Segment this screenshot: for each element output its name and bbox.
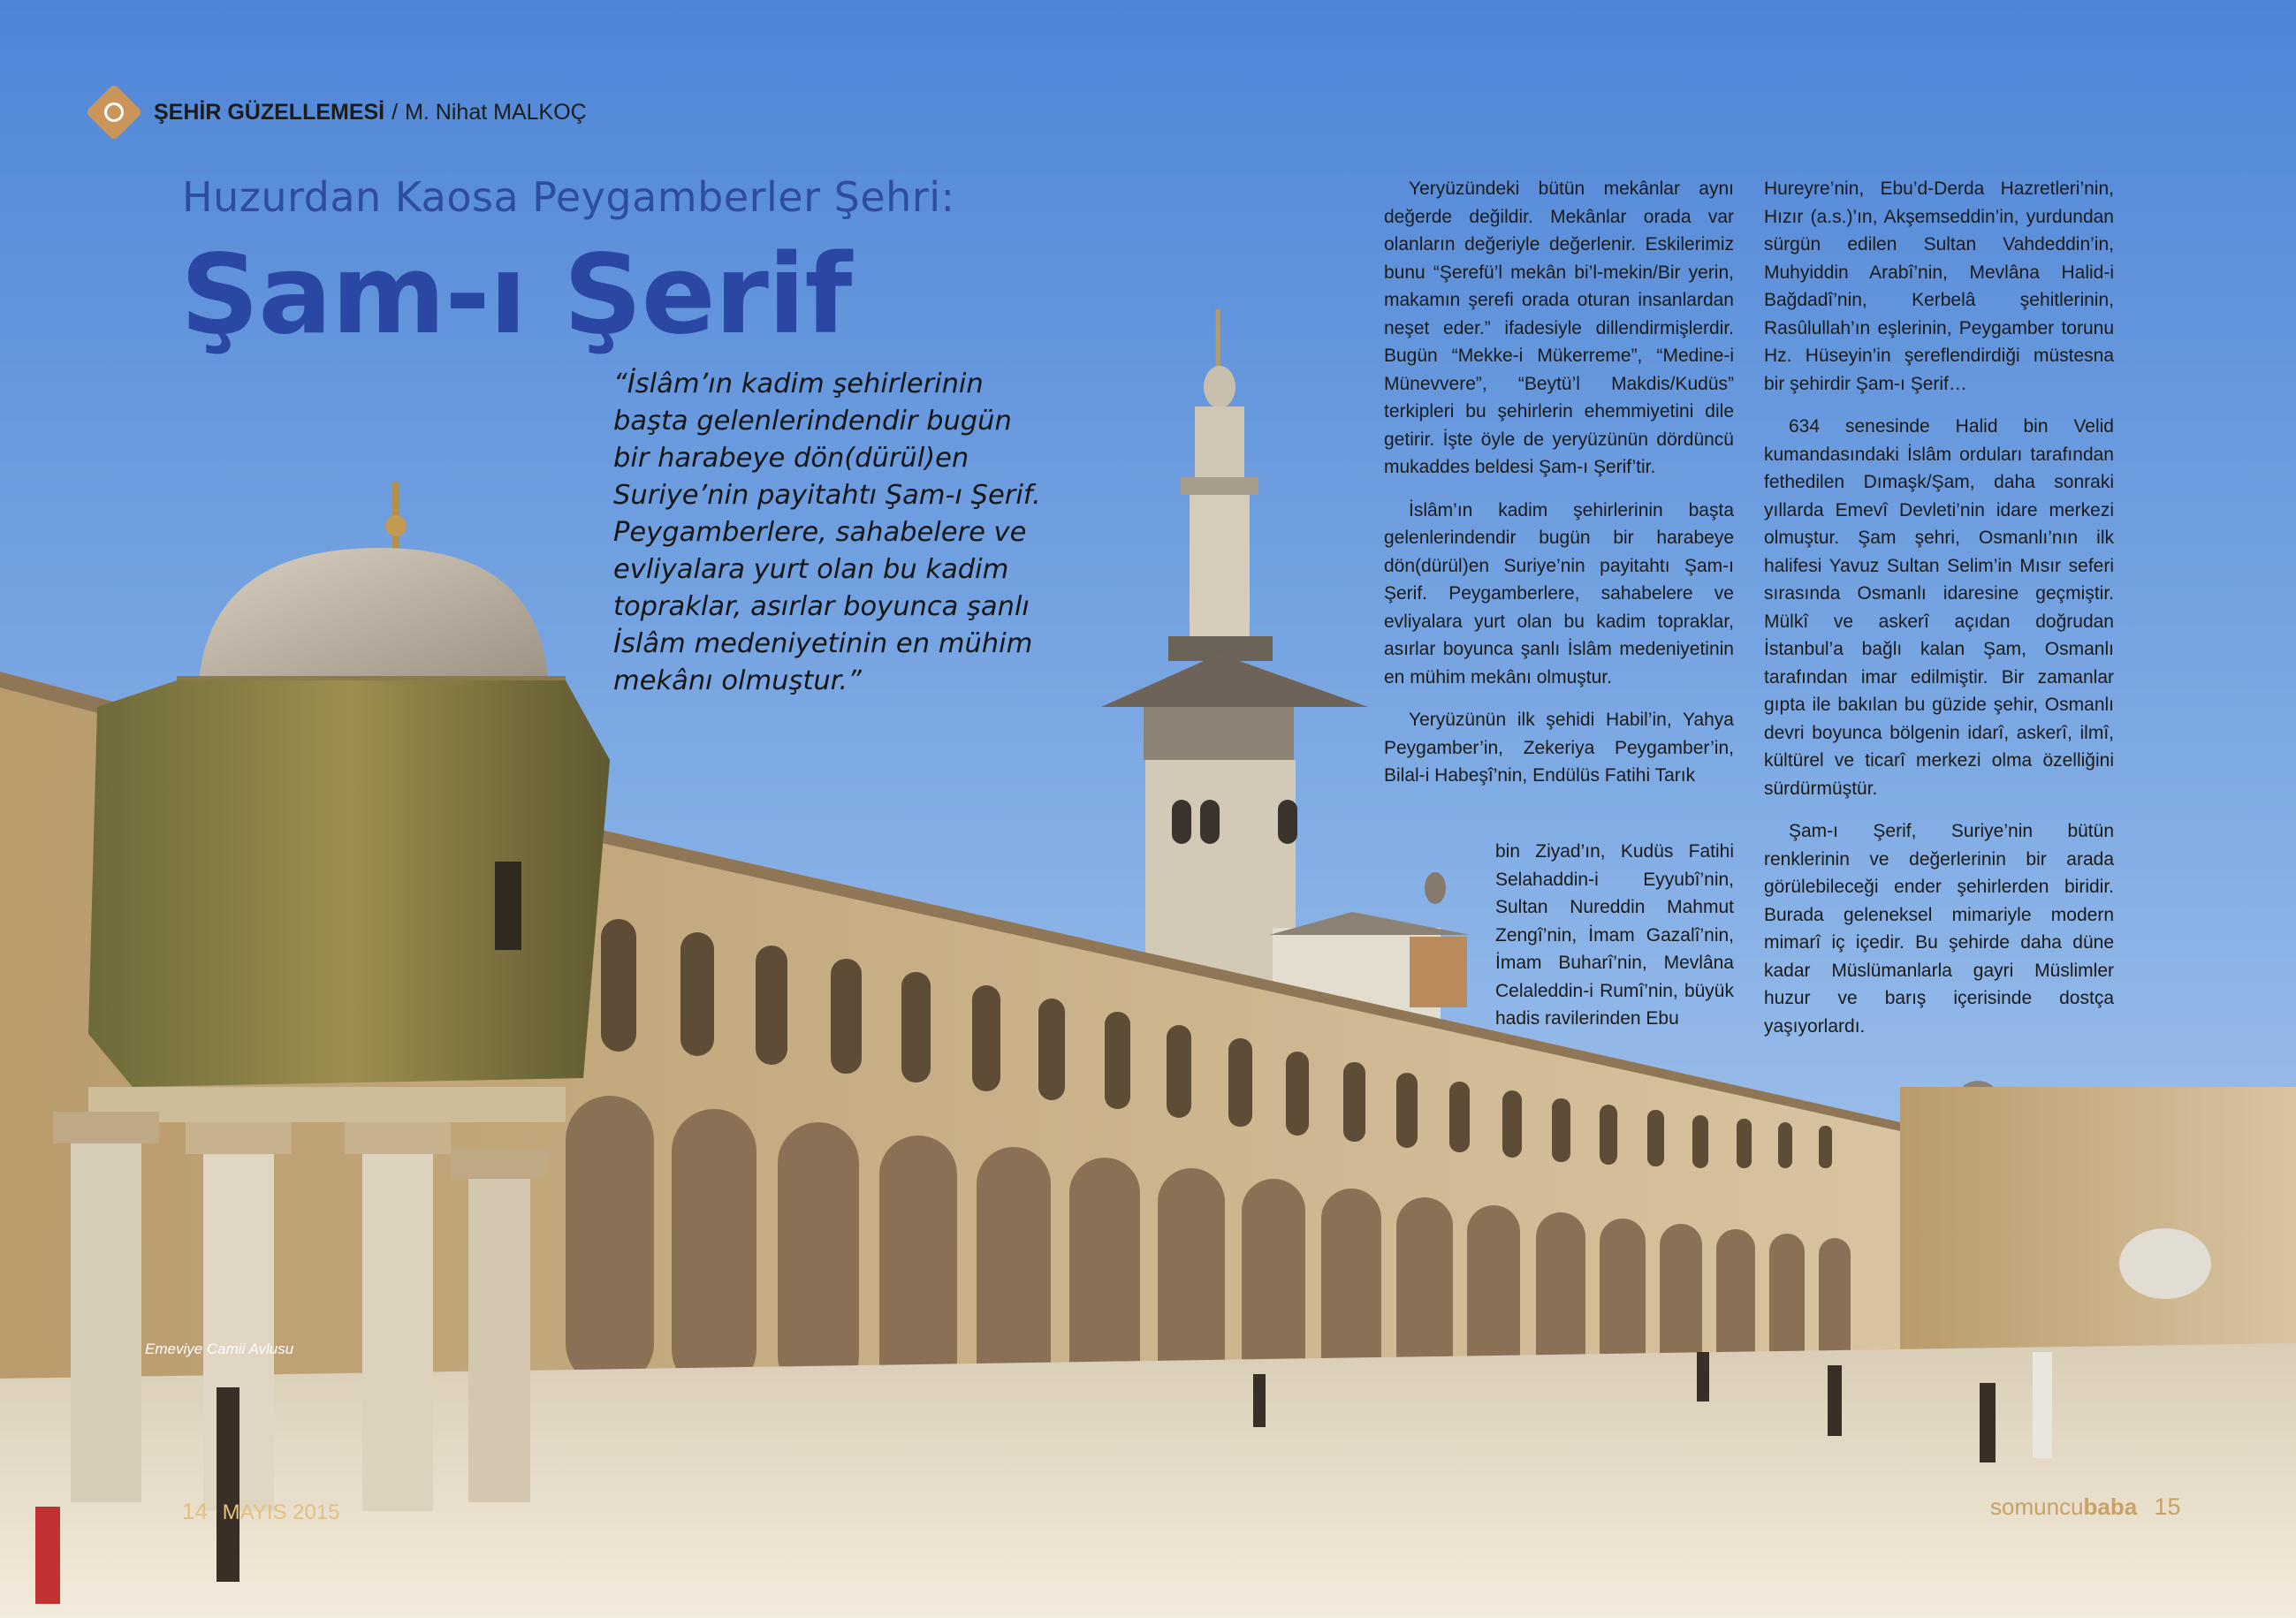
body-column-left-continued: bin Ziyad’ın, Kudüs Fatihi Selahaddin-i Eyyubî’nin, Sultan Nureddin Mahmut Zengî’nin, İmam Gazalî’nin, İmam Buharî’nin, Mevlâna Celaleddin-i Rumî’nin, büyük hadis ravilerinden Ebu [1495,841,1734,1029]
paragraph: Yeryüzünün ilk şehidi Habil’in, Yahya Peygamber’in, Zekeriya Peygamber’in, Bilal-i Habeşî’nin, Endülüs Fatihi Tarık [1384,710,1734,786]
paragraph: Hureyre’nin, Ebu’d-Derda Hazretleri’nin, Hızır (a.s.)’ın, Akşemseddin’in, yurdundan sürgün edilen Sultan Vahdeddin’in, Muhyiddin Arabî’nin, Mevlâna Halid-i Bağdadî’nin, Kerbelâ şehitlerinin, Rasûlullah’ın eşlerinin, Peygamber torunu Hz. Hüseyin’in şereflendirdiği müstesna bir şehirdir Şam-ı Şerif… [1764,179,2114,394]
paragraph: İslâm’ın kadim şehirlerinin başta gelenlerindendir bugün bir harabeye dön(dürül)en Suriye’nin payitahtı Şam-ı Şerif. Peygamberlere, sahabelere ve evliyalara yurt olan bu kadim topraklar, asırlar boyunca şanlı İslâm medeniyetinin en mühim mekânı olmuştur. [1384,499,1734,687]
footer-left [182,1498,340,1525]
article-subtitle: Huzurdan Kaosa Peygamberler Şehri: [182,173,955,221]
paragraph: 634 senesinde Halid bin Velid kumandasındaki İslâm orduları tarafından fethedilen Dımaşk/Şam, daha sonraki yıllarda Emevî Devleti’nin idare merkezi olmuştur. Şam şehri, Osmanlı’nın ilk halifesi Yavuz Sultan Selim’in Mısır seferi sırasında Osmanlı idaresine geçmiştir. Mülkî ve askerî açıdan doğrudan İstanbul’a bağlı kalan Şam, Osmanlı tarafından imar edilmiştir. Bir zamanlar gıpta ile bakılan bu güzide şehir, Osmanlı devri boyunca bölgenin idarî, askerî, ilmî, kültürel ve ticarî merkezi olma özelliğini sürdürmüştür. [1764,416,2114,799]
pull-quote: “İslâm’ın kadim şehirlerinin başta gelenlerindendir bugün bir harabeye dön(dürül)en Suriye’nin payitahtı Şam-ı Şerif. Peygamberlere, sahabelere ve evliyalara yurt olan bu kadim topraklar, asırlar boyunca şanlı İslâm medeniyetinin en mühim mekânı olmuştur.” [613,368,1041,696]
brand-bold: baba [2083,1493,2138,1520]
author-separator: / [392,99,399,125]
body-column-left [1384,175,1734,805]
issue-date: MAYIS 2015 [222,1500,340,1524]
author-name: M. Nihat MALKOÇ [405,99,587,125]
section-label: ŞEHİR GÜZELLEMESİ [154,99,385,125]
footer-right [1990,1493,2180,1521]
paragraph: Şam-ı Şerif, Suriye’nin bütün renklerinin ve değerlerinin bir arada görülebileceği ender şehirlerden biridir. Burada geleneksel mimariyle modern mimarî iç içedir. Bu şehirde daha düne kadar Müslümanlarla gayri Müslimler huzur ve barış içerisinde dostça yaşıyorlardı. [1764,821,2114,1037]
page-number-left: 14 [182,1498,208,1524]
brand-light: somuncu [1990,1493,2084,1520]
logo-diamond-icon [85,83,142,141]
body-column-right [1764,175,2114,1055]
paragraph: Yeryüzündeki bütün mekânlar aynı değerde değildir. Mekânlar orada var olanların değeriyle değerlenir. Eskilerimiz bunu “Şerefü’l mekân bi’l-mekin/Bir yerin, makamın şerefi orada oturan insanlardan neşet eder.” ifadesiyle dillendirmişlerdir. Bugün “Mekke-i Mükerreme”, “Medine-i Münevvere”, “Beytü’l Makdis/Kudüs” terkipleri bu şehirlerin ehemmiyetini dile getirir. İşte öyle de yeryüzünün dördüncü mukaddes beldesi Şam-ı Şerif’tir. [1384,179,1734,477]
page-number-right: 15 [2154,1493,2181,1520]
photo-caption: Emeviye Camii Avlusu [145,1341,294,1357]
section-header [85,81,587,143]
article-title: Şam-ı Şerif [180,232,852,359]
